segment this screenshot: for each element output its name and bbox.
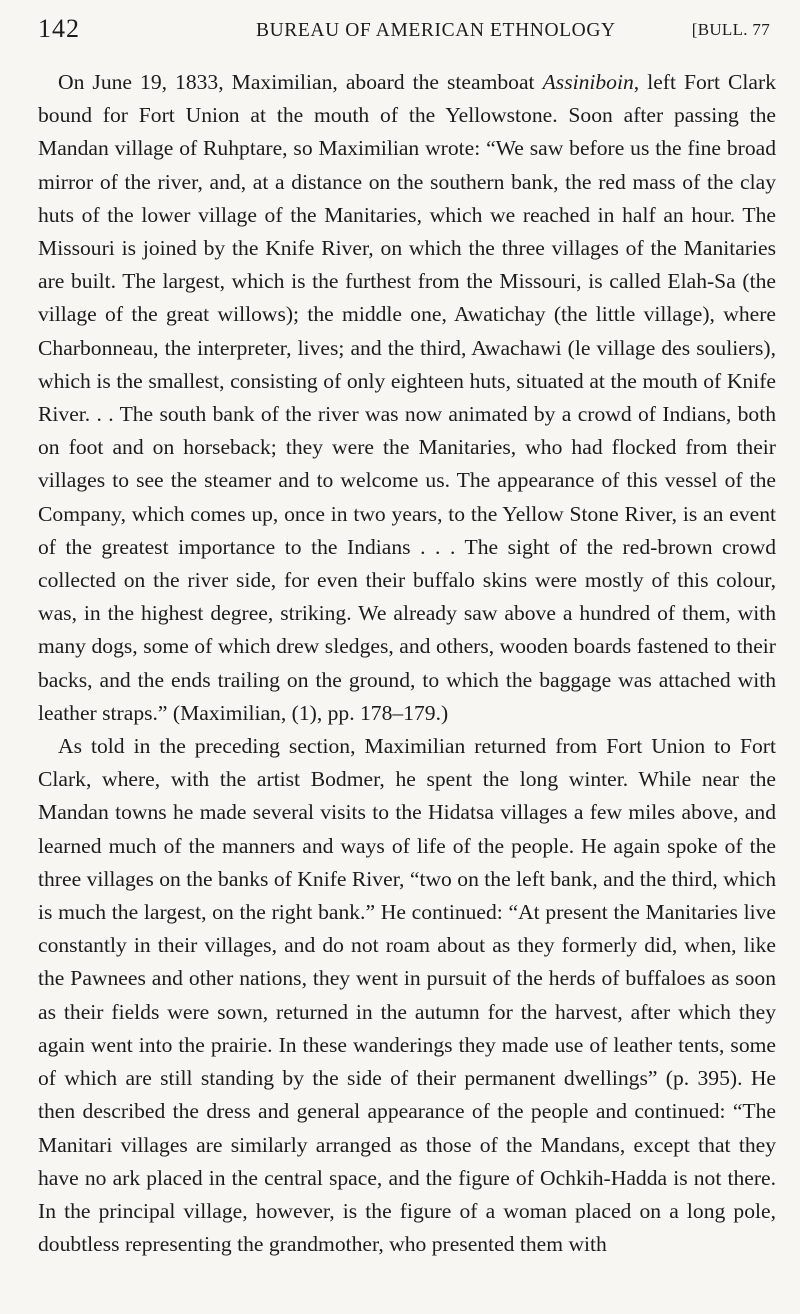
paragraph-1-after: , left Fort Clark bound for Fort Union at the mouth of the Yellowstone. Soon after passing the Mandan village of Ruhptare, so Maximilian wrote: “We saw before us the fine broad mirror of the river, and, at a distance on the southern bank, the red mass of the clay huts of the lower village of the Manitaries, which we reached in half an hour. The Missouri is joined by the Knife River, on which the three villages of the Manitaries are built. The largest, which is the furthest from the Missouri, is called Elah-Sa (the village of the great willows); the middle one, Awatichay (the little village), where Charbonneau, the interpreter, lives; and the third, Awachawi (le village des souliers), which is the smallest, consisting of only eighteen huts, situated at the mouth of Knife River. . . The south bank of the river was now animated by a crowd of Indians, both on foot and on horseback; they were the Manitaries, who had flocked from their villages to see the steamer and to welcome us. The appearance of this vessel of the Company, which comes up, once in two years, to the Yellow Stone River, is an event of the greatest importance to the Indians . . . The sight of the red-brown crowd collected on the river side, for even their buffalo skins were mostly of this colour, was, in the highest degree, striking. We already saw above a hundred of them, with many dogs, some of which drew sledges, and others, wooden boards fastened to their backs, and the ends trailing on the ground, to which the baggage was attached with leather straps.” (Maximilian, (1), pp. 178–179.)	[38, 70, 776, 725]
bulletin-reference: [BULL. 77	[691, 20, 770, 39]
paragraph-1	[38, 66, 776, 730]
running-header	[38, 14, 776, 66]
steamboat-name: Assiniboin	[542, 70, 634, 94]
running-title: BUREAU OF AMERICAN ETHNOLOGY	[256, 20, 616, 41]
paragraph-2: As told in the preceding section, Maximilian returned from Fort Union to Fort Clark, where, with the artist Bodmer, he spent the long winter. While near the Mandan towns he made several visits to the Hidatsa villages a few miles above, and learned much of the manners and ways of life of the people. He again spoke of the three villages on the banks of Knife River, “two on the left bank, and the third, which is much the largest, on the right bank.” He continued: “At present the Manitaries live constantly in their villages, and do not roam about as they formerly did, when, like the Pawnees and other nations, they went in pursuit of the herds of buffaloes as soon as their fields were sown, returned in the autumn for the harvest, after which they again went into the prairie. In these wanderings they made use of leather tents, some of which are still standing by the side of their permanent dwellings” (p. 395). He then described the dress and general appearance of the people and continued: “The Manitari villages are similarly arranged as those of the Mandans, except that they have no ark placed in the central space, and the figure of Ochkih-Hadda is not there. In the principal village, however, is the figure of a woman placed on a long pole, doubtless representing the grandmother, who presented them with	[38, 734, 776, 1257]
paragraph-1-before: On June 19, 1833, Maximilian, aboard the steamboat	[58, 70, 543, 94]
page-number: 142	[38, 14, 80, 43]
